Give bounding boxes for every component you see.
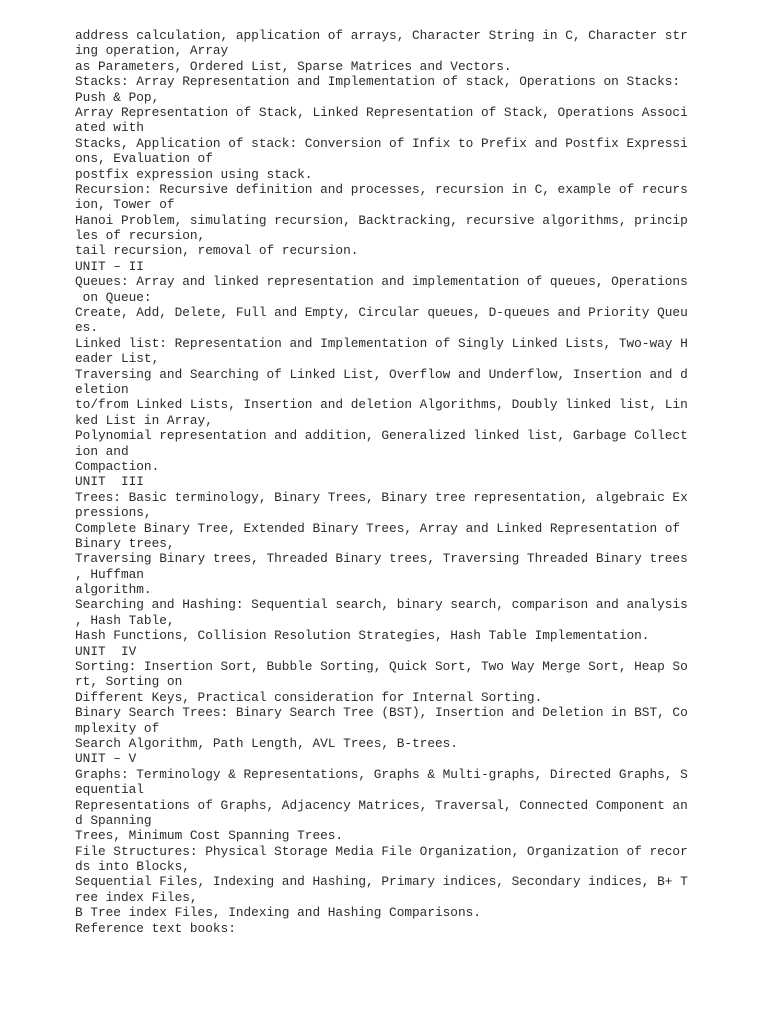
text-line: Push & Pop, [75, 89, 160, 105]
text-line: Hanoi Problem, simulating recursion, Backtracking, recursive algorithms, princip [75, 212, 688, 228]
text-line: Sequential Files, Indexing and Hashing, Primary indices, Secondary indices, B+ T [75, 874, 688, 890]
unit-heading: UNIT IV [75, 643, 137, 659]
text-line: Representations of Graphs, Adjacency Matrices, Traversal, Connected Component an [75, 797, 688, 813]
text-line: on Queue: [75, 289, 152, 305]
text-line: es. [75, 320, 98, 336]
text-line: address calculation, application of arrays, Character String in C, Character str [75, 28, 688, 43]
text-line: Array Representation of Stack, Linked Representation of Stack, Operations Associ [75, 104, 688, 120]
text-line: B Tree index Files, Indexing and Hashing Comparisons. [75, 905, 481, 921]
text-line: , Hash Table, [75, 612, 175, 628]
text-line: Searching and Hashing: Sequential search, binary search, comparison and analysis [75, 597, 688, 613]
text-line: ion and [75, 443, 129, 459]
syllabus-text-block [75, 28, 688, 936]
text-line: mplexity of [75, 720, 160, 736]
text-line: ds into Blocks, [75, 859, 190, 875]
text-line: Recursion: Recursive definition and processes, recursion in C, example of recurs [75, 181, 688, 197]
text-line: eletion [75, 381, 129, 397]
text-line: Binary Search Trees: Binary Search Tree (BST), Insertion and Deletion in BST, Co [75, 705, 688, 721]
text-line: Queues: Array and linked representation and implementation of queues, Operations [75, 274, 688, 290]
text-line: File Structures: Physical Storage Media File Organization, Organization of recor [75, 843, 688, 859]
text-line: ree index Files, [75, 889, 198, 905]
text-line: les of recursion, [75, 228, 206, 244]
text-line: rt, Sorting on [75, 674, 183, 690]
text-line: Complete Binary Tree, Extended Binary Trees, Array and Linked Representation of [75, 520, 681, 536]
reference-heading: Reference text books: [75, 920, 236, 936]
text-line: Different Keys, Practical consideration for Internal Sorting. [75, 689, 543, 705]
unit-heading: UNIT – V [75, 751, 137, 767]
text-line: Graphs: Terminology & Representations, Graphs & Multi-graphs, Directed Graphs, S [75, 766, 688, 782]
text-line: Search Algorithm, Path Length, AVL Trees, B-trees. [75, 735, 458, 751]
text-line: Traversing Binary trees, Threaded Binary trees, Traversing Threaded Binary trees [75, 551, 688, 567]
text-line: pressions, [75, 505, 152, 521]
text-line: Compaction. [75, 458, 160, 474]
text-line: Linked list: Representation and Implementation of Singly Linked Lists, Two-way H [75, 335, 688, 351]
unit-heading: UNIT – II [75, 258, 144, 274]
text-line: postfix expression using stack. [75, 166, 313, 182]
text-line: eader List, [75, 351, 160, 367]
text-line: tail recursion, removal of recursion. [75, 243, 359, 259]
text-line: Polynomial representation and addition, Generalized linked list, Garbage Collect [75, 428, 688, 444]
text-line: Traversing and Searching of Linked List, Overflow and Underflow, Insertion and d [75, 366, 688, 382]
text-line: Binary trees, [75, 535, 175, 551]
text-line: ons, Evaluation of [75, 151, 213, 167]
unit-heading: UNIT III [75, 474, 144, 490]
text-line: Trees: Basic terminology, Binary Trees, Binary tree representation, algebraic Ex [75, 489, 688, 505]
text-line: , Huffman [75, 566, 144, 582]
text-line: Stacks, Application of stack: Conversion of Infix to Prefix and Postfix Expressi [75, 135, 688, 151]
text-line: equential [75, 782, 144, 798]
text-line: ked List in Array, [75, 412, 213, 428]
text-line: to/from Linked Lists, Insertion and deletion Algorithms, Doubly linked list, Lin [75, 397, 688, 413]
text-line: Hash Functions, Collision Resolution Strategies, Hash Table Implementation. [75, 628, 650, 644]
text-line: ated with [75, 120, 144, 136]
text-line: Create, Add, Delete, Full and Empty, Circular queues, D-queues and Priority Queu [75, 305, 688, 321]
text-line: ing operation, Array [75, 43, 229, 59]
text-line: Stacks: Array Representation and Implementation of stack, Operations on Stacks: [75, 74, 681, 90]
text-line: ion, Tower of [75, 197, 175, 213]
text-line: Trees, Minimum Cost Spanning Trees. [75, 828, 344, 844]
text-line: Sorting: Insertion Sort, Bubble Sorting, Quick Sort, Two Way Merge Sort, Heap So [75, 659, 688, 675]
text-line: as Parameters, Ordered List, Sparse Matrices and Vectors. [75, 58, 512, 74]
text-line: d Spanning [75, 812, 152, 828]
text-line: algorithm. [75, 582, 152, 598]
